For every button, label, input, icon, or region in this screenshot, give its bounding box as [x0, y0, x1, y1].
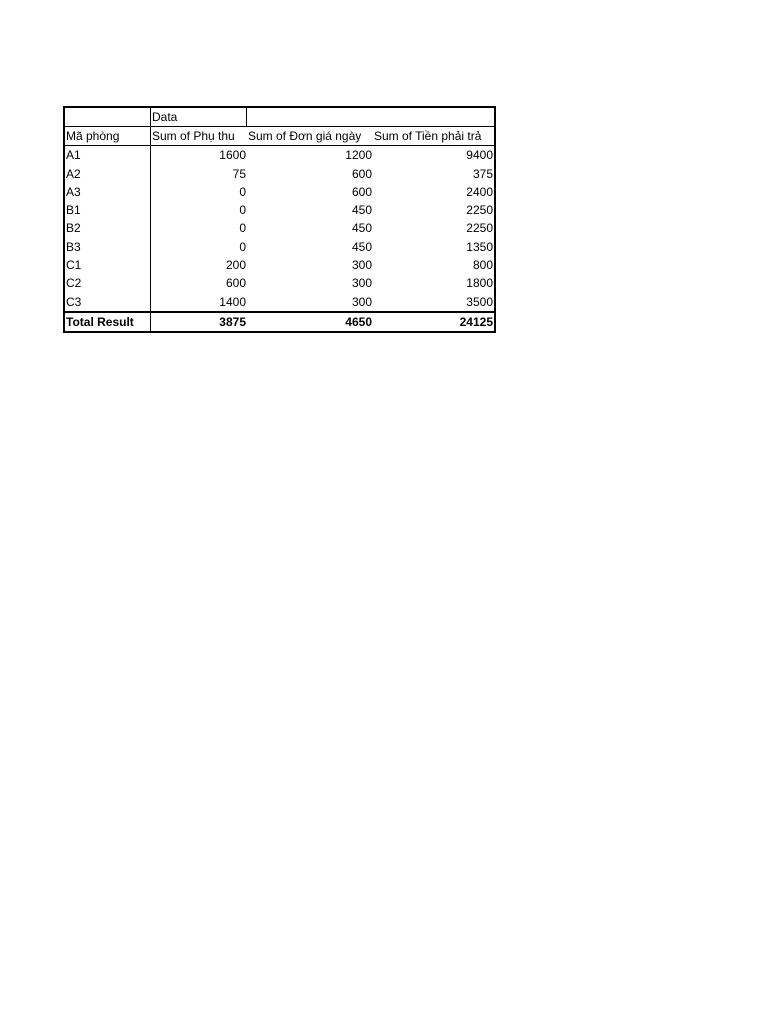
- room-code-cell[interactable]: C3: [65, 293, 151, 311]
- column-header[interactable]: Sum of Đơn giá ngày: [248, 129, 362, 143]
- value-cell[interactable]: 2400: [466, 184, 493, 199]
- value-cell[interactable]: 600: [225, 276, 246, 291]
- room-code-cell[interactable]: C2: [65, 274, 151, 292]
- room-code-cell[interactable]: A2: [65, 165, 151, 183]
- value-cell[interactable]: 300: [351, 276, 372, 291]
- table-row: [65, 238, 494, 256]
- room-code-cell[interactable]: C1: [65, 256, 151, 274]
- value-cell[interactable]: 1350: [466, 239, 493, 254]
- empty-cell[interactable]: [247, 108, 373, 126]
- total-cell[interactable]: 4650: [345, 314, 372, 329]
- value-cell[interactable]: 0: [239, 221, 246, 236]
- table-row: [65, 256, 494, 274]
- pivot-corner-cell[interactable]: [65, 108, 151, 126]
- value-cell[interactable]: 2250: [466, 221, 493, 236]
- pivot-data-row: [65, 108, 494, 127]
- table-row: [65, 219, 494, 237]
- value-cell[interactable]: 200: [225, 258, 246, 273]
- room-code-cell[interactable]: A1: [65, 146, 151, 164]
- table-row: [65, 293, 494, 311]
- header-row: [65, 127, 494, 146]
- column-header[interactable]: Sum of Phụ thu: [152, 129, 235, 143]
- value-cell[interactable]: 300: [351, 294, 372, 309]
- value-cell[interactable]: 3500: [466, 294, 493, 309]
- room-code-cell[interactable]: A3: [65, 183, 151, 201]
- table-row: [65, 274, 494, 292]
- data-field-label[interactable]: Data: [151, 108, 247, 126]
- total-row: [65, 311, 494, 331]
- pivot-table: [63, 106, 496, 333]
- value-cell[interactable]: 800: [472, 258, 493, 273]
- value-cell[interactable]: 0: [239, 239, 246, 254]
- table-row: [65, 146, 494, 164]
- value-cell[interactable]: 1200: [345, 148, 372, 163]
- room-code-cell[interactable]: B1: [65, 201, 151, 219]
- value-cell[interactable]: 0: [239, 203, 246, 218]
- value-cell[interactable]: 375: [472, 166, 493, 181]
- value-cell[interactable]: 450: [351, 203, 372, 218]
- value-cell[interactable]: 2250: [466, 203, 493, 218]
- value-cell[interactable]: 1400: [219, 294, 246, 309]
- table-row: [65, 165, 494, 183]
- value-cell[interactable]: 1800: [466, 276, 493, 291]
- total-label[interactable]: Total Result: [65, 313, 151, 331]
- value-cell[interactable]: 450: [351, 221, 372, 236]
- table-row: [65, 183, 494, 201]
- value-cell[interactable]: 1600: [219, 148, 246, 163]
- value-cell[interactable]: 450: [351, 239, 372, 254]
- total-cell[interactable]: 3875: [219, 314, 246, 329]
- total-cell[interactable]: 24125: [459, 314, 493, 329]
- value-cell[interactable]: 300: [351, 258, 372, 273]
- row-field-header[interactable]: Mã phòng: [65, 127, 151, 145]
- table-body: [65, 146, 494, 311]
- room-code-cell[interactable]: B3: [65, 238, 151, 256]
- empty-cell[interactable]: [373, 108, 494, 126]
- value-cell[interactable]: 600: [351, 184, 372, 199]
- table-row: [65, 201, 494, 219]
- value-cell[interactable]: 75: [232, 166, 246, 181]
- value-cell[interactable]: 0: [239, 184, 246, 199]
- value-cell[interactable]: 9400: [466, 148, 493, 163]
- room-code-cell[interactable]: B2: [65, 219, 151, 237]
- value-cell[interactable]: 600: [351, 166, 372, 181]
- column-header[interactable]: Sum of Tiền phải trả: [374, 129, 482, 143]
